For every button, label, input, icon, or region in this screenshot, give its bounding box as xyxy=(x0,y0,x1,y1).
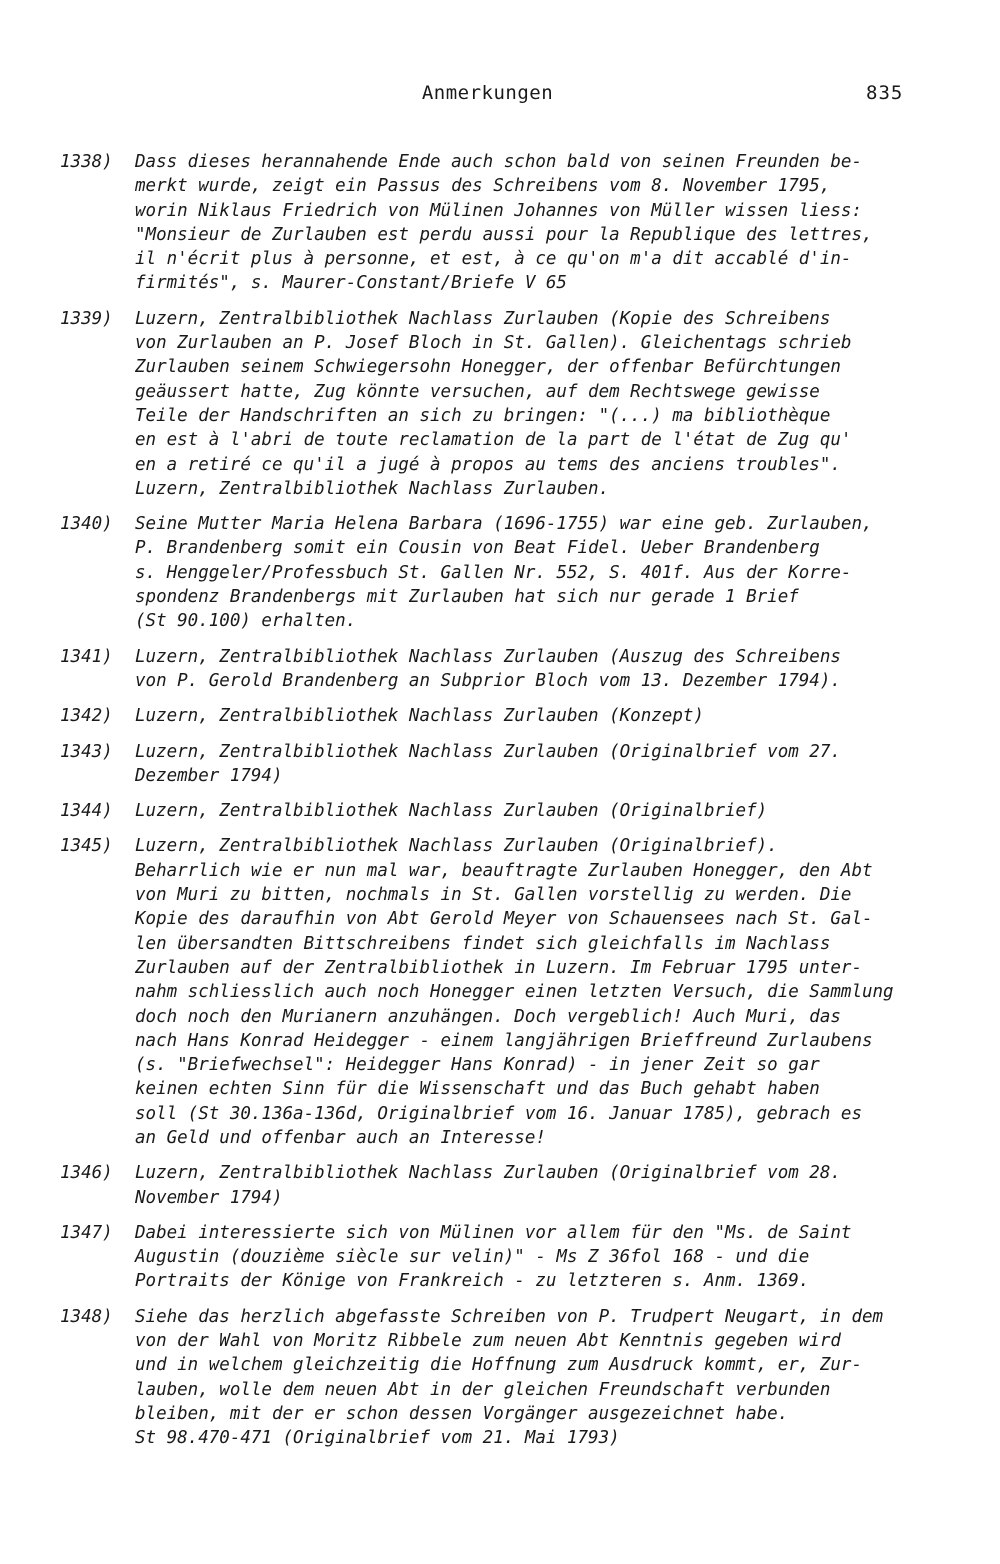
text-line: Luzern, Zentralbibliothek Nachlass Zurlauben (Originalbrief vom 28. xyxy=(135,1163,841,1184)
text-line: von Zurlauben an P. Josef Bloch in St. Gallen). Gleichentags schrieb xyxy=(135,333,852,354)
footnote-number: 1345) xyxy=(60,836,113,857)
text-line: doch noch den Murianern anzuhängen. Doch vergeblich! Auch Muri, das xyxy=(135,1006,841,1027)
text-line: merkt wurde, zeigt ein Passus des Schreibens vom 8. November 1795, xyxy=(135,176,831,197)
page-header xyxy=(0,82,1000,112)
text-line: Teile der Handschriften an sich zu bringen: "(...) ma bibliothèque xyxy=(135,405,831,426)
text-line: (s. "Briefwechsel": Heidegger Hans Konrad) - in jener Zeit so gar xyxy=(135,1055,820,1076)
footnote-number: 1341) xyxy=(60,646,113,667)
text-line: il n'écrit plus à personne, et est, à ce qu'on m'a dit accablé d'in- xyxy=(135,249,852,270)
text-line: spondenz Brandenbergs mit Zurlauben hat sich nur gerade 1 Brief xyxy=(135,587,799,608)
footnote-text xyxy=(135,150,935,296)
text-line: Luzern, Zentralbibliothek Nachlass Zurlauben (Kopie des Schreibens xyxy=(135,308,831,329)
footnote-number: 1340) xyxy=(60,514,113,535)
footnote-number: 1347) xyxy=(60,1222,113,1243)
footnote-text xyxy=(135,704,935,728)
text-line: von der Wahl von Moritz Ribbele zum neuen Abt Kenntnis gegeben wird xyxy=(135,1331,841,1352)
footnote xyxy=(0,1305,1000,1451)
footnote-text xyxy=(135,645,935,694)
text-line: Dabei interessierte sich von Mülinen vor allem für den "Ms. de Saint xyxy=(135,1222,852,1243)
page-title: Anmerkungen xyxy=(421,82,554,104)
text-line: St 98.470-471 (Originalbrief vom 21. Mai 1793) xyxy=(135,1428,620,1449)
footnote xyxy=(0,150,1000,296)
text-line: en a retiré ce qu'il a jugé à propos au tems des anciens troubles". xyxy=(135,454,841,475)
footnote-text xyxy=(135,512,935,633)
footnote-number: 1344) xyxy=(60,801,113,822)
text-line: nach Hans Konrad Heidegger - einem langjährigen Brieffreund Zurlaubens xyxy=(135,1030,873,1051)
text-line: Dass dieses herannahende Ende auch schon bald von seinen Freunden be- xyxy=(135,152,862,172)
footnote xyxy=(0,799,1000,823)
footnote xyxy=(0,512,1000,633)
text-line: geäussert hatte, Zug könnte versuchen, auf dem Rechtswege gewisse xyxy=(135,381,820,402)
footnote xyxy=(0,645,1000,694)
footnote-text xyxy=(135,740,935,789)
footnote xyxy=(0,704,1000,728)
text-line: P. Brandenberg somit ein Cousin von Beat Fidel. Ueber Brandenberg xyxy=(135,538,820,559)
text-line: nahm schliesslich auch noch Honegger einen letzten Versuch, die Sammlung xyxy=(135,982,894,1003)
text-line: soll (St 30.136a-136d, Originalbrief vom 16. Januar 1785), gebrach es xyxy=(135,1103,862,1124)
text-line: Portraits der Könige von Frankreich - zu letzteren s. Anm. 1369. xyxy=(135,1271,810,1292)
text-line: Zurlauben seinem Schwiegersohn Honegger, der offenbar Befürchtungen xyxy=(135,357,841,378)
footnote-text xyxy=(135,307,935,501)
footnote-number: 1343) xyxy=(60,741,113,762)
footnote-number: 1346) xyxy=(60,1163,113,1184)
text-line: an Geld und offenbar auch an Interesse! xyxy=(135,1127,546,1148)
text-line: Luzern, Zentralbibliothek Nachlass Zurlauben (Originalbrief vom 27. xyxy=(135,741,841,762)
text-line: Luzern, Zentralbibliothek Nachlass Zurlauben (Originalbrief) xyxy=(135,801,768,822)
footnote-text xyxy=(135,1221,935,1294)
text-line: Siehe das herzlich abgefasste Schreiben von P. Trudpert Neugart, in dem xyxy=(135,1306,884,1327)
footnote xyxy=(0,834,1000,1150)
text-line: lauben, wolle dem neuen Abt in der gleichen Freundschaft verbunden xyxy=(135,1379,831,1400)
text-line: worin Niklaus Friedrich von Mülinen Johannes von Müller wissen liess: xyxy=(135,200,862,221)
footnote xyxy=(0,307,1000,501)
text-line: s. Henggeler/Professbuch St. Gallen Nr. 552, S. 401f. Aus der Korre- xyxy=(135,562,852,583)
footnote xyxy=(0,1161,1000,1210)
text-line: Beharrlich wie er nun mal war, beauftragte Zurlauben Honegger, den Abt xyxy=(135,860,873,881)
footnote-number: 1339) xyxy=(60,308,113,329)
text-line: und in welchem gleichzeitig die Hoffnung zum Ausdruck kommt, er, Zur- xyxy=(135,1355,862,1376)
text-line: Luzern, Zentralbibliothek Nachlass Zurlauben. xyxy=(135,478,610,499)
text-line: Luzern, Zentralbibliothek Nachlass Zurlauben (Originalbrief). xyxy=(135,836,778,857)
footnote-text xyxy=(135,799,935,823)
text-line: Dezember 1794) xyxy=(135,765,283,786)
text-line: Luzern, Zentralbibliothek Nachlass Zurlauben (Auszug des Schreibens xyxy=(135,646,841,667)
text-line: Zurlauben auf der Zentralbibliothek in Luzern. Im Februar 1795 unter- xyxy=(135,957,862,978)
text-line: Seine Mutter Maria Helena Barbara (1696-1755) war eine geb. Zurlauben, xyxy=(135,514,873,535)
page-number: 835 xyxy=(866,82,904,104)
footnote-text xyxy=(135,1305,935,1451)
text-line: Augustin (douzième siècle sur velin)" - Ms Z 36fol 168 - und die xyxy=(135,1247,810,1268)
footnote-number: 1338) xyxy=(60,152,113,172)
text-line: von Muri zu bitten, nochmals in St. Gallen vorstellig zu werden. Die xyxy=(135,885,852,906)
text-line: Luzern, Zentralbibliothek Nachlass Zurlauben (Konzept) xyxy=(135,706,704,727)
footnote xyxy=(0,740,1000,789)
footnote xyxy=(0,1221,1000,1294)
text-line: November 1794) xyxy=(135,1187,283,1208)
text-line: firmités", s. Maurer-Constant/Briefe V 65 xyxy=(135,273,567,294)
text-line: en est à l'abri de toute reclamation de la part de l'état de Zug qu' xyxy=(135,430,852,451)
notes-list xyxy=(0,150,1000,1462)
text-line: len übersandten Bittschreibens findet sich gleichfalls im Nachlass xyxy=(135,933,831,954)
text-line: von P. Gerold Brandenberg an Subprior Bloch vom 13. Dezember 1794). xyxy=(135,670,841,691)
footnote-text xyxy=(135,834,935,1150)
text-line: (St 90.100) erhalten. xyxy=(135,611,357,632)
footnote-number: 1342) xyxy=(60,706,113,727)
footnote-text xyxy=(135,1161,935,1210)
text-line: keinen echten Sinn für die Wissenschaft und das Buch gehabt haben xyxy=(135,1079,820,1100)
text-line: "Monsieur de Zurlauben est perdu aussi pour la Republique des lettres, xyxy=(135,224,873,245)
text-line: Kopie des daraufhin von Abt Gerold Meyer von Schauensees nach St. Gal- xyxy=(135,909,873,930)
footnote-number: 1348) xyxy=(60,1306,113,1327)
text-line: bleiben, mit der er schon dessen Vorgänger ausgezeichnet habe. xyxy=(135,1403,789,1424)
